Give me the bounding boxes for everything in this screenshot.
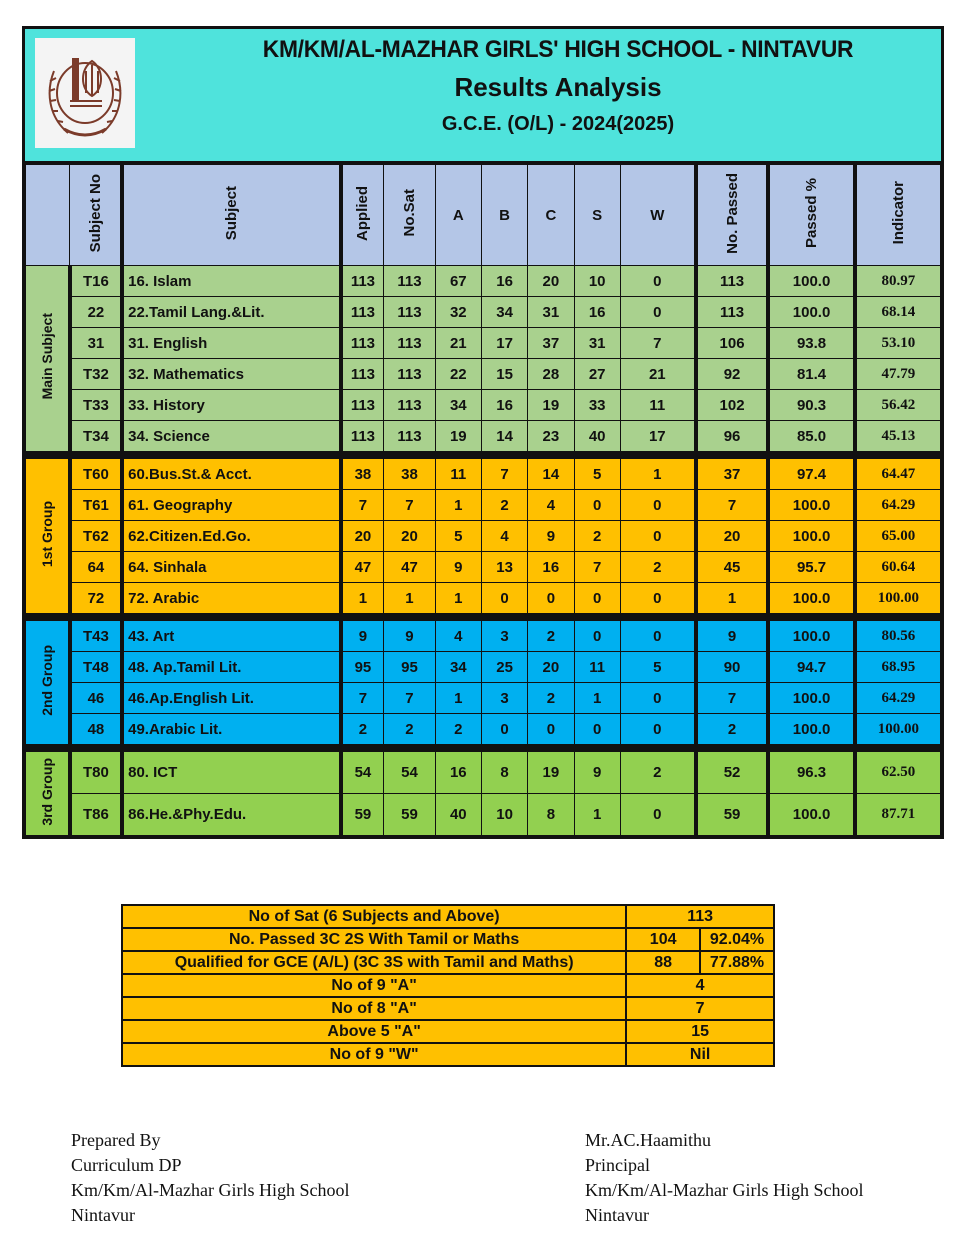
- group-label: Main Subject: [26, 266, 70, 452]
- column-header-row: [26, 165, 941, 266]
- summary-row: [122, 997, 774, 1020]
- group-label: 3rd Group: [26, 752, 70, 836]
- col-w: W: [620, 165, 695, 266]
- grade-w-cell: 0: [620, 621, 695, 652]
- grade-a-cell: 34: [435, 652, 481, 683]
- summary-label: No of Sat (6 Subjects and Above): [122, 905, 626, 928]
- grade-w-cell: 11: [620, 390, 695, 421]
- grade-b-cell: 3: [481, 621, 527, 652]
- summary-row: [122, 1020, 774, 1043]
- no-sat-cell: 113: [384, 266, 435, 297]
- subject-no-cell: 22: [70, 297, 122, 328]
- grade-c-cell: 4: [528, 490, 574, 521]
- summary-row: [122, 1043, 774, 1066]
- indicator-cell: 64.29: [855, 683, 941, 714]
- grade-s-cell: 33: [574, 390, 620, 421]
- no-passed-cell: 45: [696, 552, 768, 583]
- group-header-blank: [26, 165, 70, 266]
- no-sat-cell: 20: [384, 521, 435, 552]
- summary-row: [122, 974, 774, 997]
- applied-cell: 38: [341, 459, 384, 490]
- grade-a-cell: 22: [435, 359, 481, 390]
- table-row: [26, 521, 941, 552]
- grade-b-cell: 10: [481, 794, 527, 836]
- grade-b-cell: 2: [481, 490, 527, 521]
- subject-no-cell: T32: [70, 359, 122, 390]
- grade-w-cell: 5: [620, 652, 695, 683]
- table-row: [26, 359, 941, 390]
- no-sat-cell: 9: [384, 621, 435, 652]
- grade-b-cell: 25: [481, 652, 527, 683]
- passed-pct-cell: 94.7: [768, 652, 855, 683]
- indicator-cell: 60.64: [855, 552, 941, 583]
- no-passed-cell: 7: [696, 490, 768, 521]
- indicator-cell: 56.42: [855, 390, 941, 421]
- no-passed-cell: 7: [696, 683, 768, 714]
- grade-s-cell: 0: [574, 583, 620, 614]
- subject-name-cell: 61. Geography: [122, 490, 340, 521]
- grade-a-cell: 2: [435, 714, 481, 745]
- col-a: A: [435, 165, 481, 266]
- grade-a-cell: 9: [435, 552, 481, 583]
- grade-s-cell: 2: [574, 521, 620, 552]
- grade-c-cell: 19: [528, 390, 574, 421]
- grade-w-cell: 21: [620, 359, 695, 390]
- no-passed-cell: 2: [696, 714, 768, 745]
- table-row: [26, 490, 941, 521]
- grade-c-cell: 14: [528, 459, 574, 490]
- grade-a-cell: 16: [435, 752, 481, 794]
- applied-cell: 95: [341, 652, 384, 683]
- subject-no-cell: 72: [70, 583, 122, 614]
- no-passed-cell: 9: [696, 621, 768, 652]
- indicator-cell: 62.50: [855, 752, 941, 794]
- no-sat-cell: 7: [384, 683, 435, 714]
- passed-pct-cell: 97.4: [768, 459, 855, 490]
- grade-c-cell: 20: [528, 652, 574, 683]
- grade-s-cell: 31: [574, 328, 620, 359]
- grade-w-cell: 0: [620, 794, 695, 836]
- table-row: [26, 652, 941, 683]
- grade-c-cell: 28: [528, 359, 574, 390]
- no-sat-cell: 113: [384, 359, 435, 390]
- applied-cell: 2: [341, 714, 384, 745]
- prepared-by-line: Prepared By: [71, 1130, 161, 1150]
- grade-s-cell: 0: [574, 490, 620, 521]
- subject-name-cell: 22.Tamil Lang.&Lit.: [122, 297, 340, 328]
- applied-cell: 9: [341, 621, 384, 652]
- grade-b-cell: 3: [481, 683, 527, 714]
- grade-s-cell: 7: [574, 552, 620, 583]
- subject-name-cell: 34. Science: [122, 421, 340, 452]
- grade-c-cell: 16: [528, 552, 574, 583]
- grade-a-cell: 67: [435, 266, 481, 297]
- grade-b-cell: 8: [481, 752, 527, 794]
- applied-cell: 113: [341, 421, 384, 452]
- summary-count: 104: [626, 928, 700, 951]
- grade-w-cell: 7: [620, 328, 695, 359]
- subject-name-cell: 32. Mathematics: [122, 359, 340, 390]
- table-row: [26, 297, 941, 328]
- grade-b-cell: 0: [481, 714, 527, 745]
- no-passed-cell: 1: [696, 583, 768, 614]
- grade-a-cell: 1: [435, 490, 481, 521]
- table-row: [26, 421, 941, 452]
- summary-value: Nil: [626, 1043, 774, 1066]
- grade-b-cell: 7: [481, 459, 527, 490]
- exam-title: G.C.E. (O/L) - 2024(2025): [441, 113, 675, 135]
- school-logo: [35, 38, 135, 148]
- grade-s-cell: 0: [574, 621, 620, 652]
- subject-name-cell: 64. Sinhala: [122, 552, 340, 583]
- passed-pct-cell: 90.3: [768, 390, 855, 421]
- passed-pct-cell: 100.0: [768, 266, 855, 297]
- table-row: [26, 552, 941, 583]
- no-passed-cell: 96: [696, 421, 768, 452]
- group-separator: [26, 614, 941, 621]
- subject-no-cell: T48: [70, 652, 122, 683]
- table-row: [26, 794, 941, 836]
- grade-a-cell: 4: [435, 621, 481, 652]
- summary-label: No. Passed 3C 2S With Tamil or Maths: [122, 928, 626, 951]
- grade-c-cell: 31: [528, 297, 574, 328]
- summary-label: No of 9 "A": [122, 974, 626, 997]
- grade-a-cell: 19: [435, 421, 481, 452]
- table-row: [26, 266, 941, 297]
- grade-a-cell: 21: [435, 328, 481, 359]
- grade-a-cell: 32: [435, 297, 481, 328]
- indicator-cell: 47.79: [855, 359, 941, 390]
- passed-pct-cell: 93.8: [768, 328, 855, 359]
- school-name: KM/KM/AL-MAZHAR GIRLS' HIGH SCHOOL - NINTAVUR: [262, 36, 854, 63]
- grade-s-cell: 9: [574, 752, 620, 794]
- summary-value: 15: [626, 1020, 774, 1043]
- header-titles: [175, 35, 941, 139]
- table-row: [26, 583, 941, 614]
- grade-w-cell: 0: [620, 490, 695, 521]
- no-passed-cell: 20: [696, 521, 768, 552]
- subject-no-cell: T86: [70, 794, 122, 836]
- summary-value: 4: [626, 974, 774, 997]
- passed-pct-cell: 81.4: [768, 359, 855, 390]
- results-table: [25, 164, 941, 836]
- grade-s-cell: 40: [574, 421, 620, 452]
- grade-c-cell: 20: [528, 266, 574, 297]
- no-passed-cell: 52: [696, 752, 768, 794]
- indicator-cell: 64.29: [855, 490, 941, 521]
- grade-s-cell: 1: [574, 794, 620, 836]
- indicator-cell: 80.56: [855, 621, 941, 652]
- no-passed-cell: 113: [696, 266, 768, 297]
- header-banner: [25, 29, 941, 164]
- grade-a-cell: 40: [435, 794, 481, 836]
- summary-percent: 77.88%: [700, 951, 774, 974]
- grade-b-cell: 17: [481, 328, 527, 359]
- no-sat-cell: 1: [384, 583, 435, 614]
- preparer-town: Nintavur: [71, 1205, 135, 1225]
- applied-cell: 113: [341, 390, 384, 421]
- no-sat-cell: 95: [384, 652, 435, 683]
- grade-c-cell: 2: [528, 621, 574, 652]
- indicator-cell: 68.14: [855, 297, 941, 328]
- table-row: [26, 328, 941, 359]
- grade-a-cell: 1: [435, 583, 481, 614]
- grade-s-cell: 0: [574, 714, 620, 745]
- subject-no-cell: T61: [70, 490, 122, 521]
- col-subject: Subject: [122, 165, 340, 266]
- indicator-cell: 65.00: [855, 521, 941, 552]
- grade-s-cell: 1: [574, 683, 620, 714]
- grade-c-cell: 19: [528, 752, 574, 794]
- no-sat-cell: 2: [384, 714, 435, 745]
- group-separator: [26, 452, 941, 459]
- summary-label: No of 8 "A": [122, 997, 626, 1020]
- subject-name-cell: 48. Ap.Tamil Lit.: [122, 652, 340, 683]
- grade-s-cell: 16: [574, 297, 620, 328]
- grade-s-cell: 5: [574, 459, 620, 490]
- grade-s-cell: 27: [574, 359, 620, 390]
- grade-b-cell: 4: [481, 521, 527, 552]
- passed-pct-cell: 100.0: [768, 521, 855, 552]
- applied-cell: 7: [341, 683, 384, 714]
- no-sat-cell: 113: [384, 390, 435, 421]
- table-row: [26, 714, 941, 745]
- subject-name-cell: 31. English: [122, 328, 340, 359]
- summary-percent: 92.04%: [700, 928, 774, 951]
- no-passed-cell: 37: [696, 459, 768, 490]
- indicator-cell: 100.00: [855, 714, 941, 745]
- subject-no-cell: T34: [70, 421, 122, 452]
- indicator-cell: 100.00: [855, 583, 941, 614]
- school-crest-icon: [40, 41, 130, 145]
- passed-pct-cell: 100.0: [768, 714, 855, 745]
- table-row: [26, 390, 941, 421]
- preparer-school: Km/Km/Al-Mazhar Girls High School: [71, 1180, 350, 1200]
- grade-w-cell: 0: [620, 266, 695, 297]
- passed-pct-cell: 100.0: [768, 621, 855, 652]
- grade-a-cell: 1: [435, 683, 481, 714]
- applied-cell: 54: [341, 752, 384, 794]
- subject-no-cell: T16: [70, 266, 122, 297]
- no-sat-cell: 113: [384, 297, 435, 328]
- indicator-cell: 87.71: [855, 794, 941, 836]
- no-sat-cell: 38: [384, 459, 435, 490]
- subject-name-cell: 62.Citizen.Ed.Go.: [122, 521, 340, 552]
- grade-w-cell: 0: [620, 714, 695, 745]
- summary-label: Above 5 "A": [122, 1020, 626, 1043]
- no-sat-cell: 113: [384, 328, 435, 359]
- group-separator: [26, 745, 941, 752]
- subject-no-cell: 48: [70, 714, 122, 745]
- subject-no-cell: T62: [70, 521, 122, 552]
- passed-pct-cell: 100.0: [768, 683, 855, 714]
- applied-cell: 113: [341, 266, 384, 297]
- subject-no-cell: 64: [70, 552, 122, 583]
- no-passed-cell: 92: [696, 359, 768, 390]
- passed-pct-cell: 100.0: [768, 490, 855, 521]
- col-subject-no: Subject No: [70, 165, 122, 266]
- no-sat-cell: 7: [384, 490, 435, 521]
- no-passed-cell: 90: [696, 652, 768, 683]
- col-applied: Applied: [341, 165, 384, 266]
- indicator-cell: 45.13: [855, 421, 941, 452]
- table-row: [26, 683, 941, 714]
- applied-cell: 113: [341, 359, 384, 390]
- subject-name-cell: 80. ICT: [122, 752, 340, 794]
- indicator-cell: 64.47: [855, 459, 941, 490]
- principal-school: Km/Km/Al-Mazhar Girls High School: [585, 1180, 864, 1200]
- principal-title: Principal: [585, 1155, 650, 1175]
- grade-b-cell: 16: [481, 390, 527, 421]
- grade-a-cell: 34: [435, 390, 481, 421]
- passed-pct-cell: 100.0: [768, 583, 855, 614]
- grade-c-cell: 0: [528, 714, 574, 745]
- grade-b-cell: 34: [481, 297, 527, 328]
- passed-pct-cell: 100.0: [768, 794, 855, 836]
- passed-pct-cell: 95.7: [768, 552, 855, 583]
- grade-b-cell: 0: [481, 583, 527, 614]
- applied-cell: 1: [341, 583, 384, 614]
- subject-name-cell: 33. History: [122, 390, 340, 421]
- grade-w-cell: 0: [620, 683, 695, 714]
- summary-label: Qualified for GCE (A/L) (3C 3S with Tamil and Maths): [122, 951, 626, 974]
- subject-name-cell: 16. Islam: [122, 266, 340, 297]
- indicator-cell: 53.10: [855, 328, 941, 359]
- summary-value: 113: [626, 905, 774, 928]
- applied-cell: 113: [341, 328, 384, 359]
- grade-c-cell: 37: [528, 328, 574, 359]
- col-s: S: [574, 165, 620, 266]
- passed-pct-cell: 96.3: [768, 752, 855, 794]
- table-row: [26, 621, 941, 652]
- grade-c-cell: 0: [528, 583, 574, 614]
- table-row: [26, 459, 941, 490]
- subject-no-cell: T43: [70, 621, 122, 652]
- grade-w-cell: 2: [620, 752, 695, 794]
- grade-c-cell: 8: [528, 794, 574, 836]
- indicator-cell: 68.95: [855, 652, 941, 683]
- principal-name: Mr.AC.Haamithu: [585, 1130, 711, 1150]
- no-passed-cell: 113: [696, 297, 768, 328]
- col-passed-pct: Passed %: [768, 165, 855, 266]
- grade-b-cell: 13: [481, 552, 527, 583]
- grade-c-cell: 23: [528, 421, 574, 452]
- subject-name-cell: 49.Arabic Lit.: [122, 714, 340, 745]
- passed-pct-cell: 100.0: [768, 297, 855, 328]
- no-sat-cell: 54: [384, 752, 435, 794]
- principal-block: [585, 1128, 863, 1228]
- no-passed-cell: 106: [696, 328, 768, 359]
- grade-w-cell: 17: [620, 421, 695, 452]
- summary-count: 88: [626, 951, 700, 974]
- table-row: [26, 752, 941, 794]
- group-label: 2nd Group: [26, 621, 70, 745]
- indicator-cell: 80.97: [855, 266, 941, 297]
- subject-name-cell: 86.He.&Phy.Edu.: [122, 794, 340, 836]
- grade-a-cell: 11: [435, 459, 481, 490]
- grade-w-cell: 0: [620, 297, 695, 328]
- grade-w-cell: 0: [620, 583, 695, 614]
- no-sat-cell: 113: [384, 421, 435, 452]
- no-sat-cell: 47: [384, 552, 435, 583]
- grade-c-cell: 2: [528, 683, 574, 714]
- preparer-role: Curriculum DP: [71, 1155, 182, 1175]
- subject-no-cell: T80: [70, 752, 122, 794]
- subject-no-cell: 46: [70, 683, 122, 714]
- summary-table: [121, 904, 775, 1067]
- summary-row: [122, 928, 774, 951]
- grade-w-cell: 1: [620, 459, 695, 490]
- grade-w-cell: 2: [620, 552, 695, 583]
- no-passed-cell: 59: [696, 794, 768, 836]
- applied-cell: 113: [341, 297, 384, 328]
- grade-w-cell: 0: [620, 521, 695, 552]
- subject-name-cell: 60.Bus.St.& Acct.: [122, 459, 340, 490]
- results-sheet: [22, 26, 944, 839]
- grade-s-cell: 11: [574, 652, 620, 683]
- subject-name-cell: 72. Arabic: [122, 583, 340, 614]
- grade-c-cell: 9: [528, 521, 574, 552]
- grade-a-cell: 5: [435, 521, 481, 552]
- applied-cell: 59: [341, 794, 384, 836]
- applied-cell: 20: [341, 521, 384, 552]
- col-indicator: Indicator: [855, 165, 941, 266]
- subject-no-cell: T33: [70, 390, 122, 421]
- no-passed-cell: 102: [696, 390, 768, 421]
- summary-row: [122, 905, 774, 928]
- grade-b-cell: 14: [481, 421, 527, 452]
- subject-name-cell: 43. Art: [122, 621, 340, 652]
- grade-s-cell: 10: [574, 266, 620, 297]
- grade-b-cell: 16: [481, 266, 527, 297]
- summary-value: 7: [626, 997, 774, 1020]
- subject-no-cell: T60: [70, 459, 122, 490]
- prepared-by-block: [71, 1128, 349, 1228]
- col-c: C: [528, 165, 574, 266]
- col-b: B: [481, 165, 527, 266]
- group-label: 1st Group: [26, 459, 70, 614]
- no-sat-cell: 59: [384, 794, 435, 836]
- passed-pct-cell: 85.0: [768, 421, 855, 452]
- applied-cell: 47: [341, 552, 384, 583]
- principal-town: Nintavur: [585, 1205, 649, 1225]
- col-no-sat: No.Sat: [384, 165, 435, 266]
- grade-b-cell: 15: [481, 359, 527, 390]
- summary-row: [122, 951, 774, 974]
- applied-cell: 7: [341, 490, 384, 521]
- subject-name-cell: 46.Ap.English Lit.: [122, 683, 340, 714]
- subject-no-cell: 31: [70, 328, 122, 359]
- summary-label: No of 9 "W": [122, 1043, 626, 1066]
- report-title: Results Analysis: [454, 72, 662, 102]
- col-no-passed: No. Passed: [696, 165, 768, 266]
